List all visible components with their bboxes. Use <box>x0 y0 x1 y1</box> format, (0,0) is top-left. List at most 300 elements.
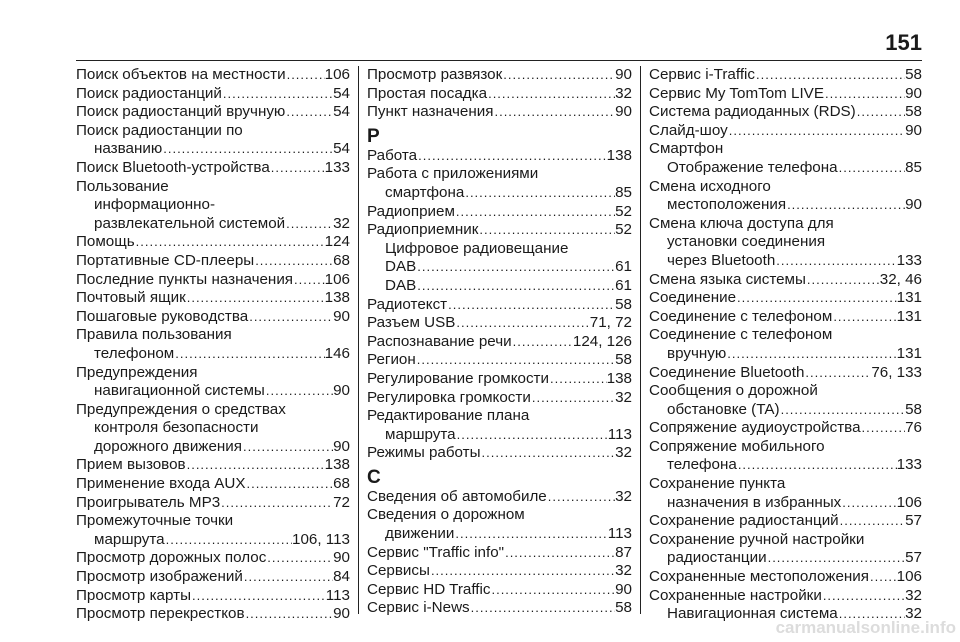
dot-leader <box>478 221 615 240</box>
page-reference: 106 <box>324 66 350 83</box>
dot-leader <box>293 271 325 290</box>
watermark: carmanualsonline.info <box>775 618 956 637</box>
page-reference: 61 <box>615 258 632 276</box>
index-entry <box>367 221 632 240</box>
index-entry-line <box>367 296 632 315</box>
index-entry-line <box>649 140 922 159</box>
index-entry-line <box>367 147 632 166</box>
index-term: Почтовый ящик <box>76 289 186 307</box>
index-entry-line <box>76 326 350 345</box>
dot-leader <box>186 456 325 475</box>
dot-leader <box>838 159 906 178</box>
index-entry <box>367 488 632 507</box>
index-term: Просмотр карты <box>76 586 191 604</box>
index-term: Работа <box>367 146 418 164</box>
index-entry <box>367 544 632 563</box>
index-term: Сохранение пункта <box>649 475 786 493</box>
dot-leader <box>135 233 325 252</box>
index-entry <box>649 382 922 419</box>
index-column-3 <box>640 66 922 623</box>
page-reference: 90 <box>333 605 350 623</box>
dot-leader <box>549 370 607 389</box>
page-reference: 90 <box>905 196 922 214</box>
page-reference: 52 <box>615 202 632 220</box>
index-entry-line <box>76 605 350 624</box>
page-reference: 72 <box>333 493 350 511</box>
index-entry <box>649 103 922 122</box>
dot-leader <box>726 345 896 364</box>
index-term: Слайд-шоу <box>649 121 728 139</box>
page-reference: 32 <box>333 214 350 232</box>
page-reference: 113 <box>325 586 350 604</box>
dot-leader <box>162 140 333 159</box>
index-term: контроля безопасности <box>94 419 259 437</box>
page-reference: 32 <box>615 84 632 102</box>
index-term: Радиоприемник <box>367 221 479 239</box>
index-entry-line <box>367 258 632 277</box>
dot-leader <box>736 289 897 308</box>
index-term: Сопряжение мобильного <box>649 437 825 455</box>
index-term: Навигационная система <box>667 605 838 623</box>
index-term: развлекательной системой <box>94 214 286 232</box>
index-term: Сервисы <box>367 562 430 580</box>
index-entry-line <box>76 159 350 178</box>
index-term: Разъем USB <box>367 314 456 332</box>
page-reference: 32 <box>615 487 632 505</box>
page-reference: 76, 133 <box>871 363 922 381</box>
index-term: Сервис "Traffic info" <box>367 543 505 561</box>
index-entry <box>649 289 922 308</box>
page-reference: 58 <box>615 599 632 617</box>
index-entry <box>649 308 922 327</box>
dot-leader <box>417 147 607 166</box>
page-reference: 131 <box>896 307 922 325</box>
index-term: Помощь <box>76 233 135 251</box>
index-entry <box>367 296 632 315</box>
dot-leader <box>416 258 615 277</box>
index-entry-line <box>649 382 922 401</box>
index-entry-line <box>367 506 632 525</box>
dot-leader <box>490 581 615 600</box>
index-term: Поиск радиостанций <box>76 84 222 102</box>
index-entry-line <box>76 85 350 104</box>
index-entry-line <box>76 271 350 290</box>
index-entry-line <box>76 103 350 122</box>
index-term: Соединение Bluetooth <box>649 363 805 381</box>
index-term: Соединение с телефоном <box>649 307 833 325</box>
page-reference: 32 <box>905 605 922 623</box>
index-entry <box>649 568 922 587</box>
index-column-2 <box>358 66 640 617</box>
index-term: Пользование <box>76 177 169 195</box>
index-entry-line <box>76 122 350 141</box>
index-term: вручную <box>667 344 727 362</box>
index-term: Работа с приложениями <box>367 165 539 183</box>
index-entry <box>649 475 922 512</box>
dot-leader <box>416 277 615 296</box>
index-entry-line <box>649 549 922 568</box>
page-reference: 90 <box>615 580 632 598</box>
index-entry <box>649 419 922 438</box>
index-entry-line <box>76 531 350 550</box>
index-term: Портативные CD-плееры <box>76 251 255 269</box>
index-term: навигационной системы <box>94 382 265 400</box>
page-reference: 138 <box>324 456 350 474</box>
dot-leader <box>804 364 871 383</box>
index-entry-line <box>76 364 350 383</box>
index-entry-line <box>76 252 350 271</box>
index-entry-line <box>649 103 922 122</box>
dot-leader <box>248 308 333 327</box>
index-entry-line <box>76 345 350 364</box>
page-reference: 68 <box>333 251 350 269</box>
index-entry <box>76 289 350 308</box>
index-entry <box>76 512 350 549</box>
index-entry <box>649 140 922 177</box>
index-entry-line <box>367 389 632 408</box>
index-term: Поиск радиостанции по <box>76 121 243 139</box>
page-reference: 133 <box>896 456 922 474</box>
index-term: Поиск радиостанций вручную <box>76 103 286 121</box>
index-entry <box>76 308 350 327</box>
page-reference: 106 <box>896 568 922 586</box>
page-reference: 133 <box>324 158 350 176</box>
dot-leader <box>165 531 292 550</box>
dot-leader <box>780 401 906 420</box>
index-entry-line <box>76 587 350 606</box>
dot-leader <box>222 85 333 104</box>
dot-leader <box>786 196 905 215</box>
index-term: местоположения <box>667 196 787 214</box>
index-entry <box>76 605 350 624</box>
dot-leader <box>191 587 326 606</box>
index-entry-line <box>649 494 922 513</box>
index-term: радиостанции <box>667 549 767 567</box>
index-term: Простая посадка <box>367 84 488 102</box>
index-term: Радиотекст <box>367 295 448 313</box>
dot-leader <box>504 544 615 563</box>
index-term: Смена языка системы <box>649 270 806 288</box>
index-term: Режимы работы <box>367 444 481 462</box>
index-entry-line <box>367 562 632 581</box>
dot-leader <box>270 159 325 178</box>
index-term: движении <box>385 525 455 543</box>
index-term: Сопряжение аудиоустройства <box>649 419 861 437</box>
index-columns <box>76 66 922 623</box>
index-entry <box>76 401 350 457</box>
index-entry <box>649 85 922 104</box>
page-reference: 138 <box>606 369 632 387</box>
index-entry <box>649 178 922 215</box>
index-term: Соединение <box>649 289 737 307</box>
index-entry <box>649 271 922 290</box>
index-entry <box>367 85 632 104</box>
dot-leader <box>775 252 896 271</box>
page-reference: 90 <box>333 382 350 400</box>
index-entry <box>367 240 632 277</box>
index-term: Проигрыватель MP3 <box>76 493 221 511</box>
page-reference: 54 <box>333 140 350 158</box>
index-entry <box>367 333 632 352</box>
dot-leader <box>245 605 334 624</box>
index-term: Смена исходного <box>649 177 771 195</box>
index-entry <box>76 85 350 104</box>
index-entry-line <box>649 233 922 252</box>
page-reference: 90 <box>333 307 350 325</box>
dot-leader <box>822 587 905 606</box>
index-entry-line <box>649 475 922 494</box>
index-entry <box>649 438 922 475</box>
index-entry <box>76 587 350 606</box>
index-entry-line <box>649 122 922 141</box>
index-entry <box>649 326 922 363</box>
dot-leader <box>265 382 333 401</box>
index-term: Сохранение радиостанций <box>649 512 839 530</box>
index-entry-line <box>367 240 632 259</box>
index-entry-line <box>649 271 922 290</box>
dot-leader <box>547 488 615 507</box>
index-term: телефоном <box>94 344 175 362</box>
dot-leader <box>285 103 333 122</box>
index-entry-line <box>367 333 632 352</box>
index-entry <box>367 444 632 463</box>
index-entry <box>649 66 922 85</box>
index-term: Поиск объектов на местности <box>76 66 286 83</box>
section-letter: Р <box>367 125 380 147</box>
index-entry <box>76 494 350 513</box>
dot-leader <box>531 389 615 408</box>
dot-leader <box>728 122 905 141</box>
page-reference: 124, 126 <box>572 332 632 350</box>
index-entry <box>649 215 922 271</box>
dot-leader <box>455 203 615 222</box>
page-reference: 133 <box>896 251 922 269</box>
index-entry-line <box>76 140 350 159</box>
index-term: дорожного движения <box>94 437 243 455</box>
index-entry-line <box>76 401 350 420</box>
index-entry-line <box>367 351 632 370</box>
index-term: обстановке (TA) <box>667 400 780 418</box>
page-reference: 58 <box>905 103 922 121</box>
dot-leader <box>869 568 897 587</box>
page-reference: 52 <box>615 221 632 239</box>
index-entry-line <box>367 203 632 222</box>
index-term: через Bluetooth <box>667 251 776 269</box>
index-entry <box>76 568 350 587</box>
index-term: Смена ключа доступа для <box>649 214 834 232</box>
index-entry <box>367 66 632 85</box>
index-entry-line <box>367 544 632 563</box>
header-rule <box>76 60 922 61</box>
index-entry <box>367 562 632 581</box>
index-entry-line <box>76 66 350 85</box>
index-term: Сервис HD Traffic <box>367 580 491 598</box>
index-term: Распознавание речи <box>367 332 512 350</box>
page-reference: 57 <box>905 549 922 567</box>
index-entry-line <box>367 165 632 184</box>
index-entry-line <box>367 277 632 296</box>
dot-leader <box>285 215 333 234</box>
dot-leader <box>737 456 897 475</box>
page-reference: 57 <box>905 512 922 530</box>
dot-leader <box>487 85 615 104</box>
index-entry-line <box>76 382 350 401</box>
index-entry <box>76 122 350 159</box>
page-reference: 54 <box>333 103 350 121</box>
index-entry <box>367 351 632 370</box>
index-term: Сообщения о дорожной <box>649 382 818 400</box>
index-entry <box>76 456 350 475</box>
page-reference: 113 <box>607 525 632 543</box>
page-reference: 90 <box>905 84 922 102</box>
dot-leader <box>856 103 905 122</box>
page-reference: 32, 46 <box>879 270 922 288</box>
dot-leader <box>430 562 615 581</box>
index-term: Предупреждения <box>76 363 198 381</box>
dot-leader <box>455 314 589 333</box>
dot-leader <box>755 66 905 85</box>
index-entry-line <box>367 525 632 544</box>
index-entry <box>76 364 350 401</box>
index-entry-line <box>76 475 350 494</box>
index-entry-line <box>649 308 922 327</box>
page-reference: 85 <box>615 183 632 201</box>
dot-leader <box>456 426 608 445</box>
page-reference: 90 <box>615 66 632 83</box>
page-reference: 71, 72 <box>589 314 632 332</box>
index-term: Сервис My TomTom LIVE <box>649 84 824 102</box>
page-number: 151 <box>885 30 922 55</box>
dot-leader <box>220 494 333 513</box>
index-entry <box>76 178 350 234</box>
dot-leader <box>512 333 573 352</box>
index-term: Сохранение ручной настройки <box>649 530 865 548</box>
index-term: Применение входа AUX <box>76 475 246 493</box>
dot-leader <box>493 103 615 122</box>
page-reference: 106, 113 <box>292 530 350 548</box>
dot-leader <box>186 289 325 308</box>
page-reference: 76 <box>905 419 922 437</box>
index-entry <box>649 364 922 383</box>
index-term: смартфона <box>385 183 465 201</box>
index-entry <box>367 581 632 600</box>
index-entry-line <box>76 512 350 531</box>
index-entry-line <box>649 326 922 345</box>
dot-leader <box>824 85 905 104</box>
index-entry-line <box>367 314 632 333</box>
dot-leader <box>266 549 333 568</box>
index-term: Промежуточные точки <box>76 512 234 530</box>
index-entry-line <box>649 401 922 420</box>
index-entry-line <box>76 178 350 197</box>
index-entry-line <box>76 549 350 568</box>
index-entry <box>76 159 350 178</box>
index-term: Сохраненные местоположения <box>649 568 869 586</box>
page-reference: 58 <box>905 400 922 418</box>
index-entry-line <box>649 568 922 587</box>
dot-leader <box>841 494 896 513</box>
index-term: Редактирование плана <box>367 407 530 425</box>
dot-leader <box>286 66 325 85</box>
index-entry-line <box>649 289 922 308</box>
index-entry-line <box>76 308 350 327</box>
dot-leader <box>806 271 880 290</box>
index-term: Правила пользования <box>76 326 232 344</box>
index-entry-line <box>367 85 632 104</box>
dot-leader <box>242 438 333 457</box>
index-entry-line <box>367 66 632 85</box>
dot-leader <box>416 351 615 370</box>
page-reference: 138 <box>324 289 350 307</box>
index-term: DAB <box>385 276 417 294</box>
index-term: Регулировка громкости <box>367 388 531 406</box>
index-entry-line <box>649 178 922 197</box>
index-entry <box>76 103 350 122</box>
page-reference: 85 <box>905 158 922 176</box>
page-reference: 32 <box>615 562 632 580</box>
index-entry-line <box>76 568 350 587</box>
dot-leader <box>174 345 324 364</box>
index-entry-line <box>367 103 632 122</box>
page-reference: 68 <box>333 475 350 493</box>
index-term: Просмотр дорожных полос <box>76 549 267 567</box>
dot-leader <box>464 184 615 203</box>
index-entry-line <box>649 512 922 531</box>
dot-leader <box>470 599 615 618</box>
index-entry-line <box>649 364 922 383</box>
index-entry <box>367 203 632 222</box>
index-term: DAB <box>385 258 417 276</box>
index-entry-line <box>649 66 922 85</box>
page-reference: 138 <box>606 146 632 164</box>
index-entry <box>76 271 350 290</box>
dot-leader <box>767 549 906 568</box>
index-term: Поиск Bluetooth-устройства <box>76 158 270 176</box>
page-reference: 84 <box>333 568 350 586</box>
index-term: Система радиоданных (RDS) <box>649 103 856 121</box>
page-reference: 106 <box>324 270 350 288</box>
index-entry-line <box>649 531 922 550</box>
index-term: телефона <box>667 456 737 474</box>
index-entry-line <box>76 215 350 234</box>
index-term: Сервис i-Traffic <box>649 66 756 83</box>
section-letter: С <box>367 466 381 488</box>
page-reference: 113 <box>607 425 632 443</box>
index-term: Просмотр изображений <box>76 568 243 586</box>
index-entry-line <box>76 456 350 475</box>
index-term: информационно- <box>94 196 216 214</box>
index-term: Регион <box>367 351 416 369</box>
index-entry-line <box>649 252 922 271</box>
page-reference: 90 <box>615 103 632 121</box>
index-entry <box>76 233 350 252</box>
index-entry-line <box>367 426 632 445</box>
index-term: Прием вызовов <box>76 456 186 474</box>
index-entry-line <box>367 444 632 463</box>
dot-leader <box>839 512 905 531</box>
index-entry-line <box>649 438 922 457</box>
index-entry <box>367 165 632 202</box>
dot-leader <box>454 525 607 544</box>
index-term: Просмотр развязок <box>367 66 503 83</box>
index-entry <box>367 599 632 618</box>
dot-leader <box>243 568 333 587</box>
page-reference: 58 <box>905 66 922 83</box>
index-entry <box>367 314 632 333</box>
index-entry-line <box>367 407 632 426</box>
index-entry-line <box>367 370 632 389</box>
index-entry-line <box>76 233 350 252</box>
